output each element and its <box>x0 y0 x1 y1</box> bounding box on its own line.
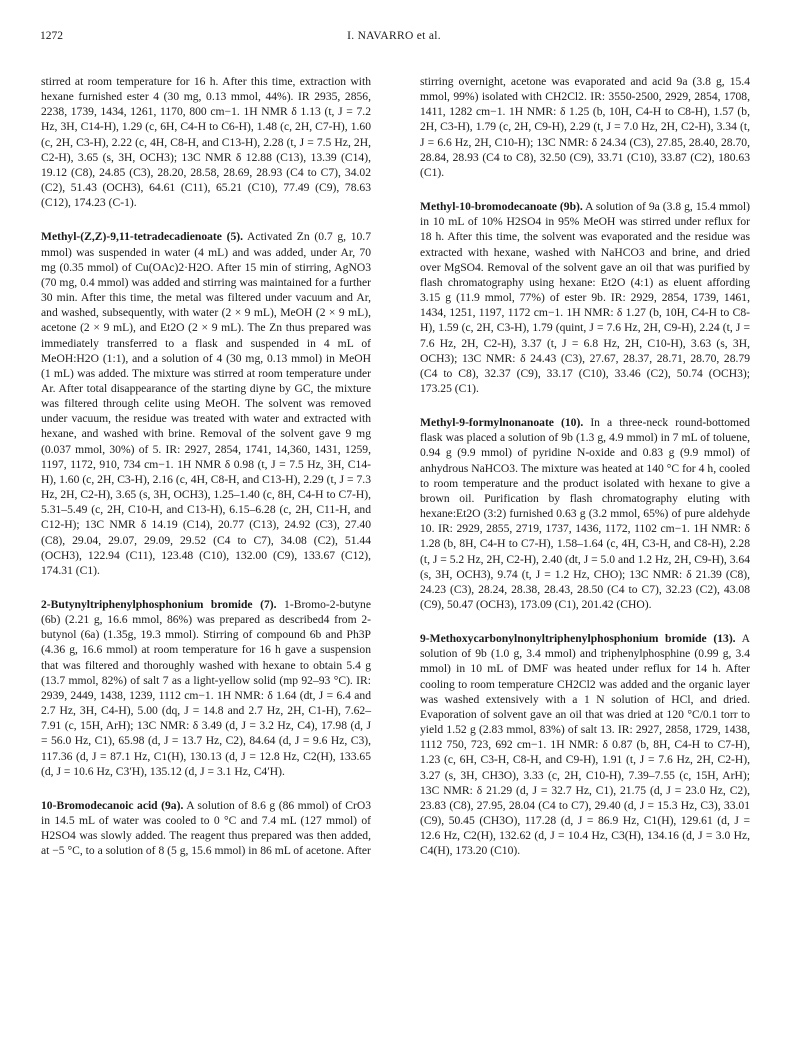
paragraph <box>41 229 371 578</box>
page-number: 1272 <box>40 30 63 42</box>
paragraph <box>420 199 750 396</box>
paragraph <box>41 798 371 859</box>
paragraph <box>420 631 750 858</box>
paragraph <box>41 74 371 210</box>
compound-heading: Methyl-(Z,Z)-9,11-tetradecadienoate (5). <box>41 230 244 244</box>
compound-heading: Methyl-10-bromodecanoate (9b). <box>420 200 583 214</box>
left-column <box>41 74 371 859</box>
paragraph <box>420 74 750 180</box>
paragraph-text: stirring overnight, acetone was evaporated and acid 9a (3.8 g, 15.4 mmol, 99%) isolated with CH2Cl2. IR: 3550-2500, 2929, 2854, 1708, 1411, 1282 cm−1. 1H NMR: δ 1.25 (b, 10H, C4-H to C8-H), 1.57 (b, 2H, C3-H), 1.79 (c, 2H, C9-H), 2.29 (t, J = 7.0 Hz, 2H, C2-H), 3.34 (t, J = 6.6 Hz, 2H, C10-H); 13C NMR: δ 24.34 (C3), 27.85, 28.40, 28.70, 28.84, 28.93 (C4 to C8), 32.50 (C9), 33.71 (C10), 33.87 (C2), 180.63 (C1). <box>420 75 750 179</box>
running-head <box>40 30 748 48</box>
paragraph-text: stirred at room temperature for 16 h. After this time, extraction with hexane furnished ester 4 (30 mg, 0.13 mmol, 44%). IR 2935, 2856, 2238, 1739, 1434, 1261, 1170, 800 cm−1. 1H NMR δ 1.13 (t, J = 7.2 Hz, 3H, C14-H), 1.29 (c, 6H, C4-H to C6-H), 1.48 (c, 2H, C7-H), 1.60 (c, 2H, C3-H), 2.22 (c, 4H, C8-H, and C13-H), 2.28 (t, J = 7.5 Hz, 2H, C2-H), 3.65 (s, 3H, OCH3); 13C NMR δ 12.88 (C13), 13.39 (C14), 19.12 (C8), 24.85 (C3), 28.20, 28.58, 28.69, 28.93 (C4 to C7), 34.02 (C2), 51.43 (OCH3), 64.61 (C11), 65.21 (C10), 77.49 (C9), 78.63 (C12), 174.23 (C-1). <box>41 75 371 210</box>
paragraph-text: In a three-neck round-bottomed flask was placed a solution of 9b (1.3 g, 4.9 mmol) in 7 mL of toluene, 0.94 g (9.9 mmol) of pyridine N-oxide and 0.83 g (9.9 mmol) of anhydrous NaHCO3. The mixture was heated at 140 °C for 4 h, cooled to room temperature and the product isolated with hexane to give a brown oil. Purification by flash chromatography eluting with hexane:Et2O (3:2) furnished 0.63 g (3.2 mmol, 65%) of pure aldehyde 10. IR: 2929, 2855, 2719, 1737, 1436, 1172, 1102 cm−1. 1H NMR: δ 1.28 (b, 8H, C4-H to C7-H), 1.58–1.64 (c, 4H, C3-H, and C8-H), 2.28 (t, J = 5.2 Hz, 2H, C2-H), 2.40 (dt, J = 5.0 and 1.2 Hz, 2H, C9-H), 3.64 (s, 3H, OCH3), 9.74 (t, J = 1.2 Hz, CHO); 13C NMR: δ 21.39 (C8), 24.23 (C3), 28.24, 28.38, 28.43, 28.50 (C4 to C7), 32.23 (C2), 43.08 (C9), 50.47 (OCH3), 173.09 (C1), 201.42 (CHO). <box>420 416 750 611</box>
paragraph-text: A solution of 9a (3.8 g, 15.4 mmol) in 10 mL of 10% H2SO4 in 95% MeOH was stirred under reflux for 18 h. After this time, the solvent was evaporated and the residue was extracted with hexane, washed with NaHCO3 and brine, and dried over MgSO4. Removal of the solvent gave an oil that was purified by flash chromatography using hexane: Et2O (4:1) as eluent affording 3.15 g (11.9 mmol, 77%) of ester 9b. IR: 2929, 2854, 1739, 1461, 1434, 1251, 1197, 1172 cm−1. 1H NMR: δ 1.27 (b, 10H, C4-H to C8-H), 1.59 (c, 2H, C3-H), 1.79 (quint, J = 7.6 Hz, 2H, C9-H), 2.24 (t, J = 7.6 Hz, 2H, C2-H), 3.37 (t, J = 6.8 Hz, 2H, C10-H), 3.63 (s, 3H, OCH3); 13C NMR: δ 24.43 (C3), 27.67, 28.37, 28.71, 28.70, 28.79 (C4 to C8), 32.37 (C9), 33.17 (C10), 33.46 (C2), 50.74 (OCH3); 173.25 (C1). <box>420 200 751 395</box>
right-column <box>420 74 750 859</box>
paragraph <box>41 597 371 779</box>
paragraph <box>420 415 750 612</box>
paragraph-text: A solution of 9b (1.0 g, 3.4 mmol) and triphenylphosphine (0.99 g, 3.4 mmol) in 10 mL of DMF was heated under reflux for 14 h. After cooling to room temperature CH2Cl2 was added and the organic layer was washed extensively with a 1 N solution of HCl, and dried. Evaporation of solvent gave an oil that was dried at 120 °C/0.1 torr to yield 1.52 g (2.83 mmol, 83%) of salt 13. IR: 2927, 2858, 1729, 1438, 1112 750, 723, 692 cm−1. 1H NMR: δ 0.87 (b, 8H, C4-H to C7-H), 1.23 (c, 6H, C3-H, C8-H, and C9-H), 1.91 (t, J = 7.6 Hz, 2H, C2-H), 3.27 (s, 3H, CH3O), 3.33 (c, 2H, C10-H), 7.39–7.55 (c, 15H, ArH); 13C NMR: δ 21.29 (d, J = 32.7 Hz, C1), 21.75 (d, J = 23.0 Hz, C2), 23.83 (C8), 27.95, 28.04 (C4 to C7), 29.40 (d, J = 15.3 Hz, C3), 33.01 (C9), 50.45 (CH3O), 117.28 (d, J = 86.9 Hz, C1(H), 129.61 (d, J = 12.6 Hz, C2(H), 132.62 (d, J = 10.4 Hz, C3(H), 134.16 (d, J = 3.0 Hz, C4(H), 173.20 (C10). <box>420 632 751 858</box>
paragraph-text: A solution of 8.6 g (86 mmol) of CrO3 in 14.5 mL of water was cooled to 0 °C and 7.4 mL (127 mmol) of H2SO4 was slowly added. The reagent thus prepared was then added, at −5 °C, to a solution of 8 (5 g, 15.6 mmol) in 86 mL of acetone. After <box>41 798 371 858</box>
paragraph-text: 1-Bromo-2-butyne (6b) (2.21 g, 16.6 mmol, 86%) was prepared as described4 from 2-butynol (6a) (1.35g, 19.3 mmol). Stirring of compound 6b and Ph3P (4.36 g, 16.6 mmol) at room temperature for 16 h gave a suspension that was filtered and thoroughly washed with hexane to obtain 5.4 g (13.7 mmol, 82%) of salt 7 as a light-yellow solid (mp 92–93 °C). IR: 2939, 2449, 1438, 1239, 1112 cm−1. 1H NMR: δ 1.64 (dt, J = 6.4 and 2.7 Hz, 3H, C4-H), 5.00 (dq, J = 14.8 and 2.7 Hz, 2H, C1-H), 7.62–7.91 (c, 15H, ArH); 13C NMR: δ 3.49 (d, J = 3.2 Hz, C4), 17.98 (d, J = 56.0 Hz, C1), 65.98 (d, J = 13.7 Hz, C2), 84.64 (d, J = 9.6 Hz, C3), 117.36 (d, J = 87.1 Hz, C1(H), 130.13 (d, J = 12.8 Hz, C2(H), 133.65 (d, J = 10.6 Hz, C3′H), 135.12 (d, J = 3.1 Hz, C4′H). <box>41 598 371 778</box>
compound-heading: Methyl-9-formylnonanoate (10). <box>420 416 584 430</box>
paragraph-text: Activated Zn (0.7 g, 10.7 mmol) was suspended in water (4 mL) and was added, under Ar, 70 mg (0.35 mmol) of Cu(OAc)2·H2O. After 15 min of stirring, AgNO3 (70 mg, 0.4 mmol) was added and stirring was maintained for a further 30 min. After this time, the metal was filtered under vacuum and Ar, and washed, subsequently, with water (2 × 9 mL), MeOH (2 × 9 mL), acetone (2 × 9 mL), and Et2O (2 × 9 mL). The Zn thus prepared was immediately transferred to a flask and suspended in 4 mL of MeOH:H2O (1:1), and a solution of 4 (30 mg, 0.13 mmol) in MeOH (1 mL) was added. The mixture was stirred at room temperature under Ar. After total disappearance of the starting diyne by GC, the mixture was filtered through celite using MeOH. The solvent was removed under vacuum, the residue was treated with water and extracted with hexane, and washed with brine. Removal of the solvent gave 9 mg (0.037 mmol, 30%) of 5. IR: 2927, 2854, 1741, 14,360, 1431, 1259, 1197, 1172, 910, 734 cm−1. 1H NMR δ 0.98 (t, J = 7.5 Hz, 3H, C14-H), 1.60 (c, 2H, C3-H), 2.16 (c, 4H, C8-H, and C13-H), 2.29 (t, J = 7.3 Hz, 2H, C2-H), 3.65 (s, 3H, OCH3), 1.25–1.40 (c, 8H, C4-H to C7-H), 5.31–5.49 (c, 2H, C10-H, and C13-H), 6.15–6.28 (c, 2H, C11-H, and C12-H); 13C NMR δ 14.19 (C14), 20.77 (C13), 24.92 (C3), 27.40 (C8), 29.04, 29.07, 29.09, 29.52 (C4 to C7), 34.08 (C2), 51.44 (OCH3), 122.94 (C11), 123.48 (C10), 132.00 (C9), 133.67 (C12), 174.31 (C1). <box>41 230 371 577</box>
compound-heading: 10-Bromodecanoic acid (9a). <box>41 798 184 812</box>
compound-heading: 2-Butynyltriphenylphosphonium bromide (7). <box>41 598 277 611</box>
running-head-authors: I. NAVARRO et al. <box>347 30 441 42</box>
compound-heading: 9-Methoxycarbonylnonyltriphenylphosphonium bromide (13). <box>420 632 736 646</box>
